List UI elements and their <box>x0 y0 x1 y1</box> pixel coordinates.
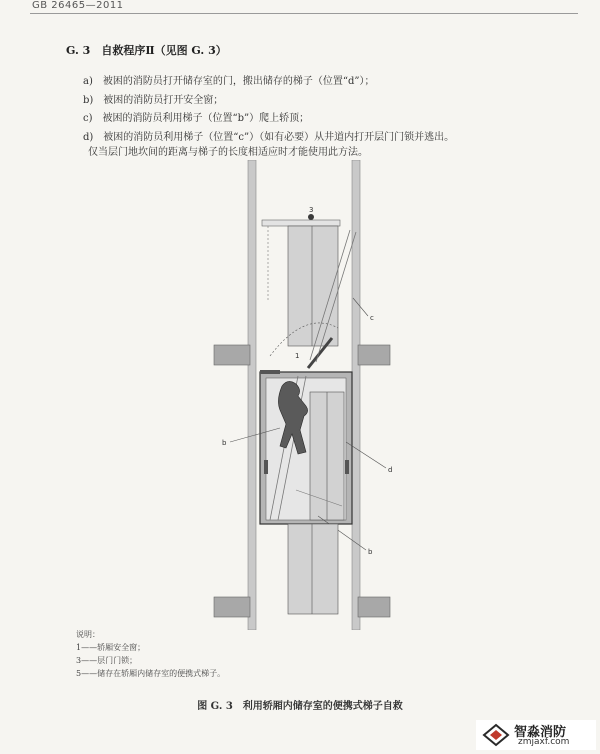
step-a: a) 被困的消防员打开储存室的门，搬出储存的梯子（位置“d”）； <box>83 76 375 87</box>
elevator-shaft-figure <box>200 160 410 630</box>
label-b-lower: b <box>368 548 373 556</box>
watermark-url: zmjaxf.com <box>518 737 570 747</box>
label-d: d <box>388 466 393 474</box>
watermark <box>476 720 596 750</box>
upper-landing-door <box>288 226 338 346</box>
upper-door-header <box>262 220 340 226</box>
header-rule <box>30 13 578 14</box>
door-lock-marker <box>308 214 314 220</box>
car-roof-edge <box>260 370 280 374</box>
landing-slab-upper-left <box>214 345 250 365</box>
landing-slab-lower-right <box>358 597 390 617</box>
step-d: d) 被困的消防员利用梯子（位置“c”）（如有必要）从井道内打开层门门锁并逃出。 <box>83 131 455 143</box>
label-b-upper: b <box>222 439 227 447</box>
shaft-wall-right <box>352 160 360 630</box>
shaft-diagram <box>200 160 410 630</box>
procedure-steps <box>83 73 454 147</box>
watermark-name: 智淼消防 <box>514 725 567 740</box>
landing-slab-lower-left <box>214 597 250 617</box>
section-title: G. 3 自救程序Ⅱ（见图 G. 3） <box>66 44 227 57</box>
diamond-logo-icon <box>482 723 510 747</box>
usage-note: 仅当层门地坎间的距离与梯子的长度相适应时才能使用此方法。 <box>88 147 368 158</box>
shaft-wall-left <box>248 160 256 630</box>
legend-heading: 说明： <box>76 630 100 639</box>
legend-item-5: 5——储存在轿厢内储存室的便携式梯子。 <box>76 669 226 678</box>
label-c: c <box>370 314 374 322</box>
figure-legend <box>76 628 225 680</box>
legend-item-3: 3——层门门锁； <box>76 656 138 665</box>
label-3: 3 <box>309 206 314 214</box>
storage-compartment <box>264 460 268 474</box>
step-c: c) 被困的消防员利用梯子（位置“b”）爬上轿顶； <box>83 113 310 124</box>
standard-code: GB 26465—2011 <box>32 0 124 11</box>
legend-item-1: 1——轿厢安全窗； <box>76 643 146 652</box>
step-b: b) 被困的消防员打开安全窗； <box>83 94 224 106</box>
lower-landing-door <box>288 524 338 614</box>
landing-slab-upper-right <box>358 345 390 365</box>
label-1: 1 <box>295 352 300 360</box>
figure-caption: 图 G. 3 利用轿厢内储存室的便携式梯子自救 <box>197 701 403 712</box>
